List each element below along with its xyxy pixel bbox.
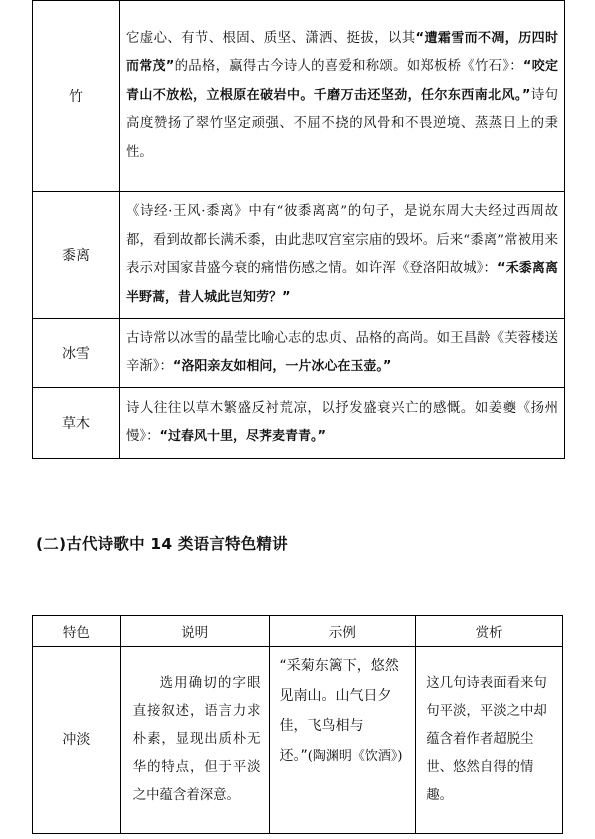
description-text: 的品格，赢得古今诗人的喜爱和称颂。如郑板桥《竹石》： [174,59,523,75]
term-cell: 草木 [33,388,120,459]
header-row [33,616,563,647]
table-row [33,319,565,388]
feature-cell: 冲淡 [33,647,121,834]
description-text: 《诗经·王风·黍离》中有“彼黍离离”的句子，是说东周大夫经过西周故都，看到故都长满禾黍，由此悲叹宫室宗庙的毁坏。后来“黍离”常被用来表示对国家昔盛今衰的痛惜伤感之情。如许浑《登洛阳故城》： [126,204,558,276]
example-source: (陶渊明《饮酒》) [307,749,403,764]
column-header-explanation: 说明 [120,616,269,647]
description-text: 诗句高度赞扬了翠竹坚定顽强、不屈不挠的风骨和不畏逆境、蒸蒸日上的秉性。 [126,87,559,160]
column-header-example: 示例 [269,616,416,647]
table-row [33,647,563,834]
column-header-feature: 特色 [33,616,121,647]
description-text: 它虚心、有节、根固、质坚、潇洒、挺拔，以其 [126,30,416,46]
quote-text: “洛阳亲友如相问，一片冰心在玉壶。” [172,359,392,374]
description-cell [120,319,565,388]
quote-text: “禾黍离离半野蒿，昔人城此岂知劳？” [126,261,558,305]
appreciation-cell: 这几句诗表面看来句句平淡，平淡之中却蕴含着作者超脱尘世、悠然自得的情趣。 [416,647,563,834]
description-cell [120,1,565,192]
column-header-appreciation: 赏析 [416,616,563,647]
explanation-cell: 选用确切的字眼直接叙述，语言力求朴素，显现出质朴无华的特点，但于平淡之中蕴含着深意。 [120,647,269,834]
term-cell: 冰雪 [33,319,120,388]
section-heading: (二)古代诗歌中 14 类语言特色精讲 [36,535,288,553]
language-feature-table [32,615,563,834]
description-cell [120,388,565,459]
example-cell [269,647,416,834]
imagery-table [32,0,565,459]
table-row [33,192,565,319]
description-text: 古诗常以冰雪的晶莹比喻心志的忠贞、品格的高尚。如王昌龄《芙蓉楼送辛渐》： [126,330,558,374]
description-text: 诗人往往以草木繁盛反衬荒凉，以抒发盛衰兴亡的感慨。如姜夔《扬州慢》： [126,400,558,444]
term-cell: 竹 [33,1,120,192]
description-cell [120,192,565,319]
example-quote: “采菊东篱下，悠然见南山。山气日夕佳，飞鸟相与还。” [279,658,399,764]
quote-text: “咬定青山不放松，立根原在破岩中。千磨万击还坚劲，任尔东西南北风。” [126,59,558,103]
table-row [33,388,565,459]
term-cell: 黍离 [33,192,120,319]
quote-text: “过春风十里，尽荠麦青青。” [159,429,327,444]
quote-text: “遭霜雪而不凋，历四时而常茂” [126,30,558,75]
table-row [33,1,565,192]
